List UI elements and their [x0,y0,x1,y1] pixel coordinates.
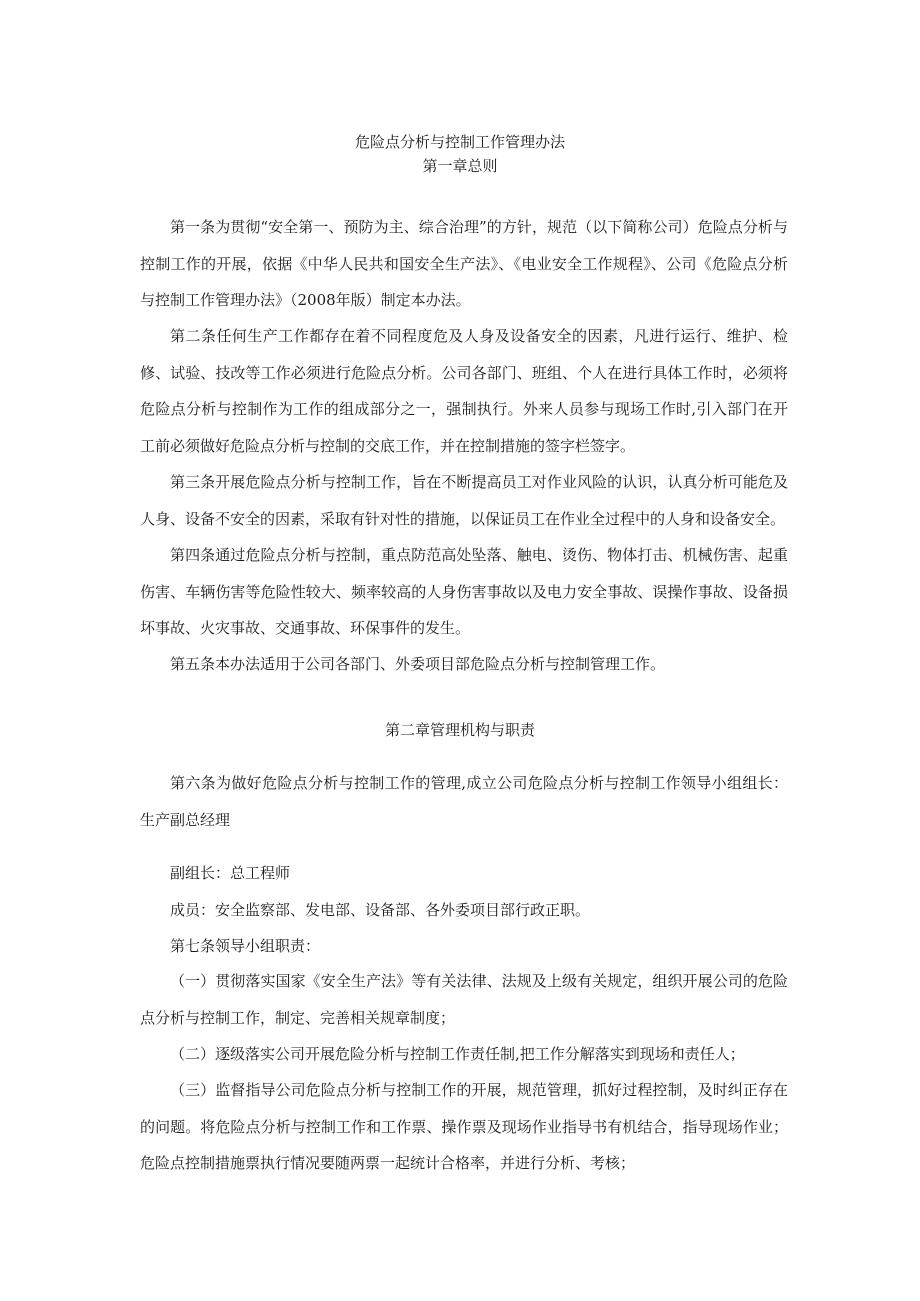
article-7: 第七条领导小组职责： [170,937,321,955]
article-4: 第四条通过危险点分析与控制，重点防范高处坠落、触电、烫伤、物体打击、机械伤害、起重伤害、车辆伤害等危险性较大、频率较高的人身伤害事故以及电力安全事故、误操作事故、设备损坏事故、火灾事故、交通事故、环保事件的发生。 [140,546,788,637]
chapter-1-heading: 第一章总则 [422,157,498,175]
document-title: 危险点分析与控制工作管理办法 [354,133,565,151]
members: 成员：安全监察部、发电部、设备部、各外委项目部行政正职。 [170,901,591,919]
article-1: 第一条为贯彻“安全第一、预防为主、综合治理”的方针，规范（以下简称公司）危险点分析与控制工作的开展，依据《中华人民共和国安全生产法》、《电业安全工作规程》、公司《危险点分析与控制工作管理办法》（2008年版）制定本办法。 [140,218,788,309]
duty-item-3: （三）监督指导公司危险点分析与控制工作的开展，规范管理，抓好过程控制，及时纠正存在的问题。将危险点分析与控制工作和工作票、操作票及现场作业指导书有机结合，指导现场作业；危险点控制措施票执行情况要随两票一起统计合格率，并进行分析、考核； [140,1081,788,1172]
chapter-2-heading: 第二章管理机构与职责 [384,721,535,739]
deputy-leader: 副组长：总工程师 [170,864,291,882]
article-3: 第三条开展危险点分析与控制工作，旨在不断提高员工对作业风险的认识，认真分析可能危及人身、设备不安全的因素，采取有针对性的措施，以保证员工在作业全过程中的人身和设备安全。 [140,473,788,528]
duty-item-1: （一）贯彻落实国家《安全生产法》等有关法律、法规及上级有关规定，组织开展公司的危险点分析与控制工作，制定、完善相关规章制度； [140,972,788,1027]
article-2: 第二条任何生产工作都存在着不同程度危及人身及设备安全的因素，凡进行运行、维护、检修、试验、技改等工作必须进行危险点分析。公司各部门、班组、个人在进行具体工作时，必须将危险点分析与控制作为工作的组成部分之一，强制执行。外来人员参与现场工作时,引入部门在开工前必须做好危险点分析与控制的交底工作，并在控制措施的签字栏签字。 [140,327,788,455]
article-6: 第六条为做好危险点分析与控制工作的管理,成立公司危险点分析与控制工作领导小组组长：生产副总经理 [140,774,788,829]
duty-item-2: （二）逐级落实公司开展危险分析与控制工作责任制,把工作分解落实到现场和责任人； [170,1045,745,1063]
article-5: 第五条本办法适用于公司各部门、外委项目部危险点分析与控制管理工作。 [170,655,666,673]
